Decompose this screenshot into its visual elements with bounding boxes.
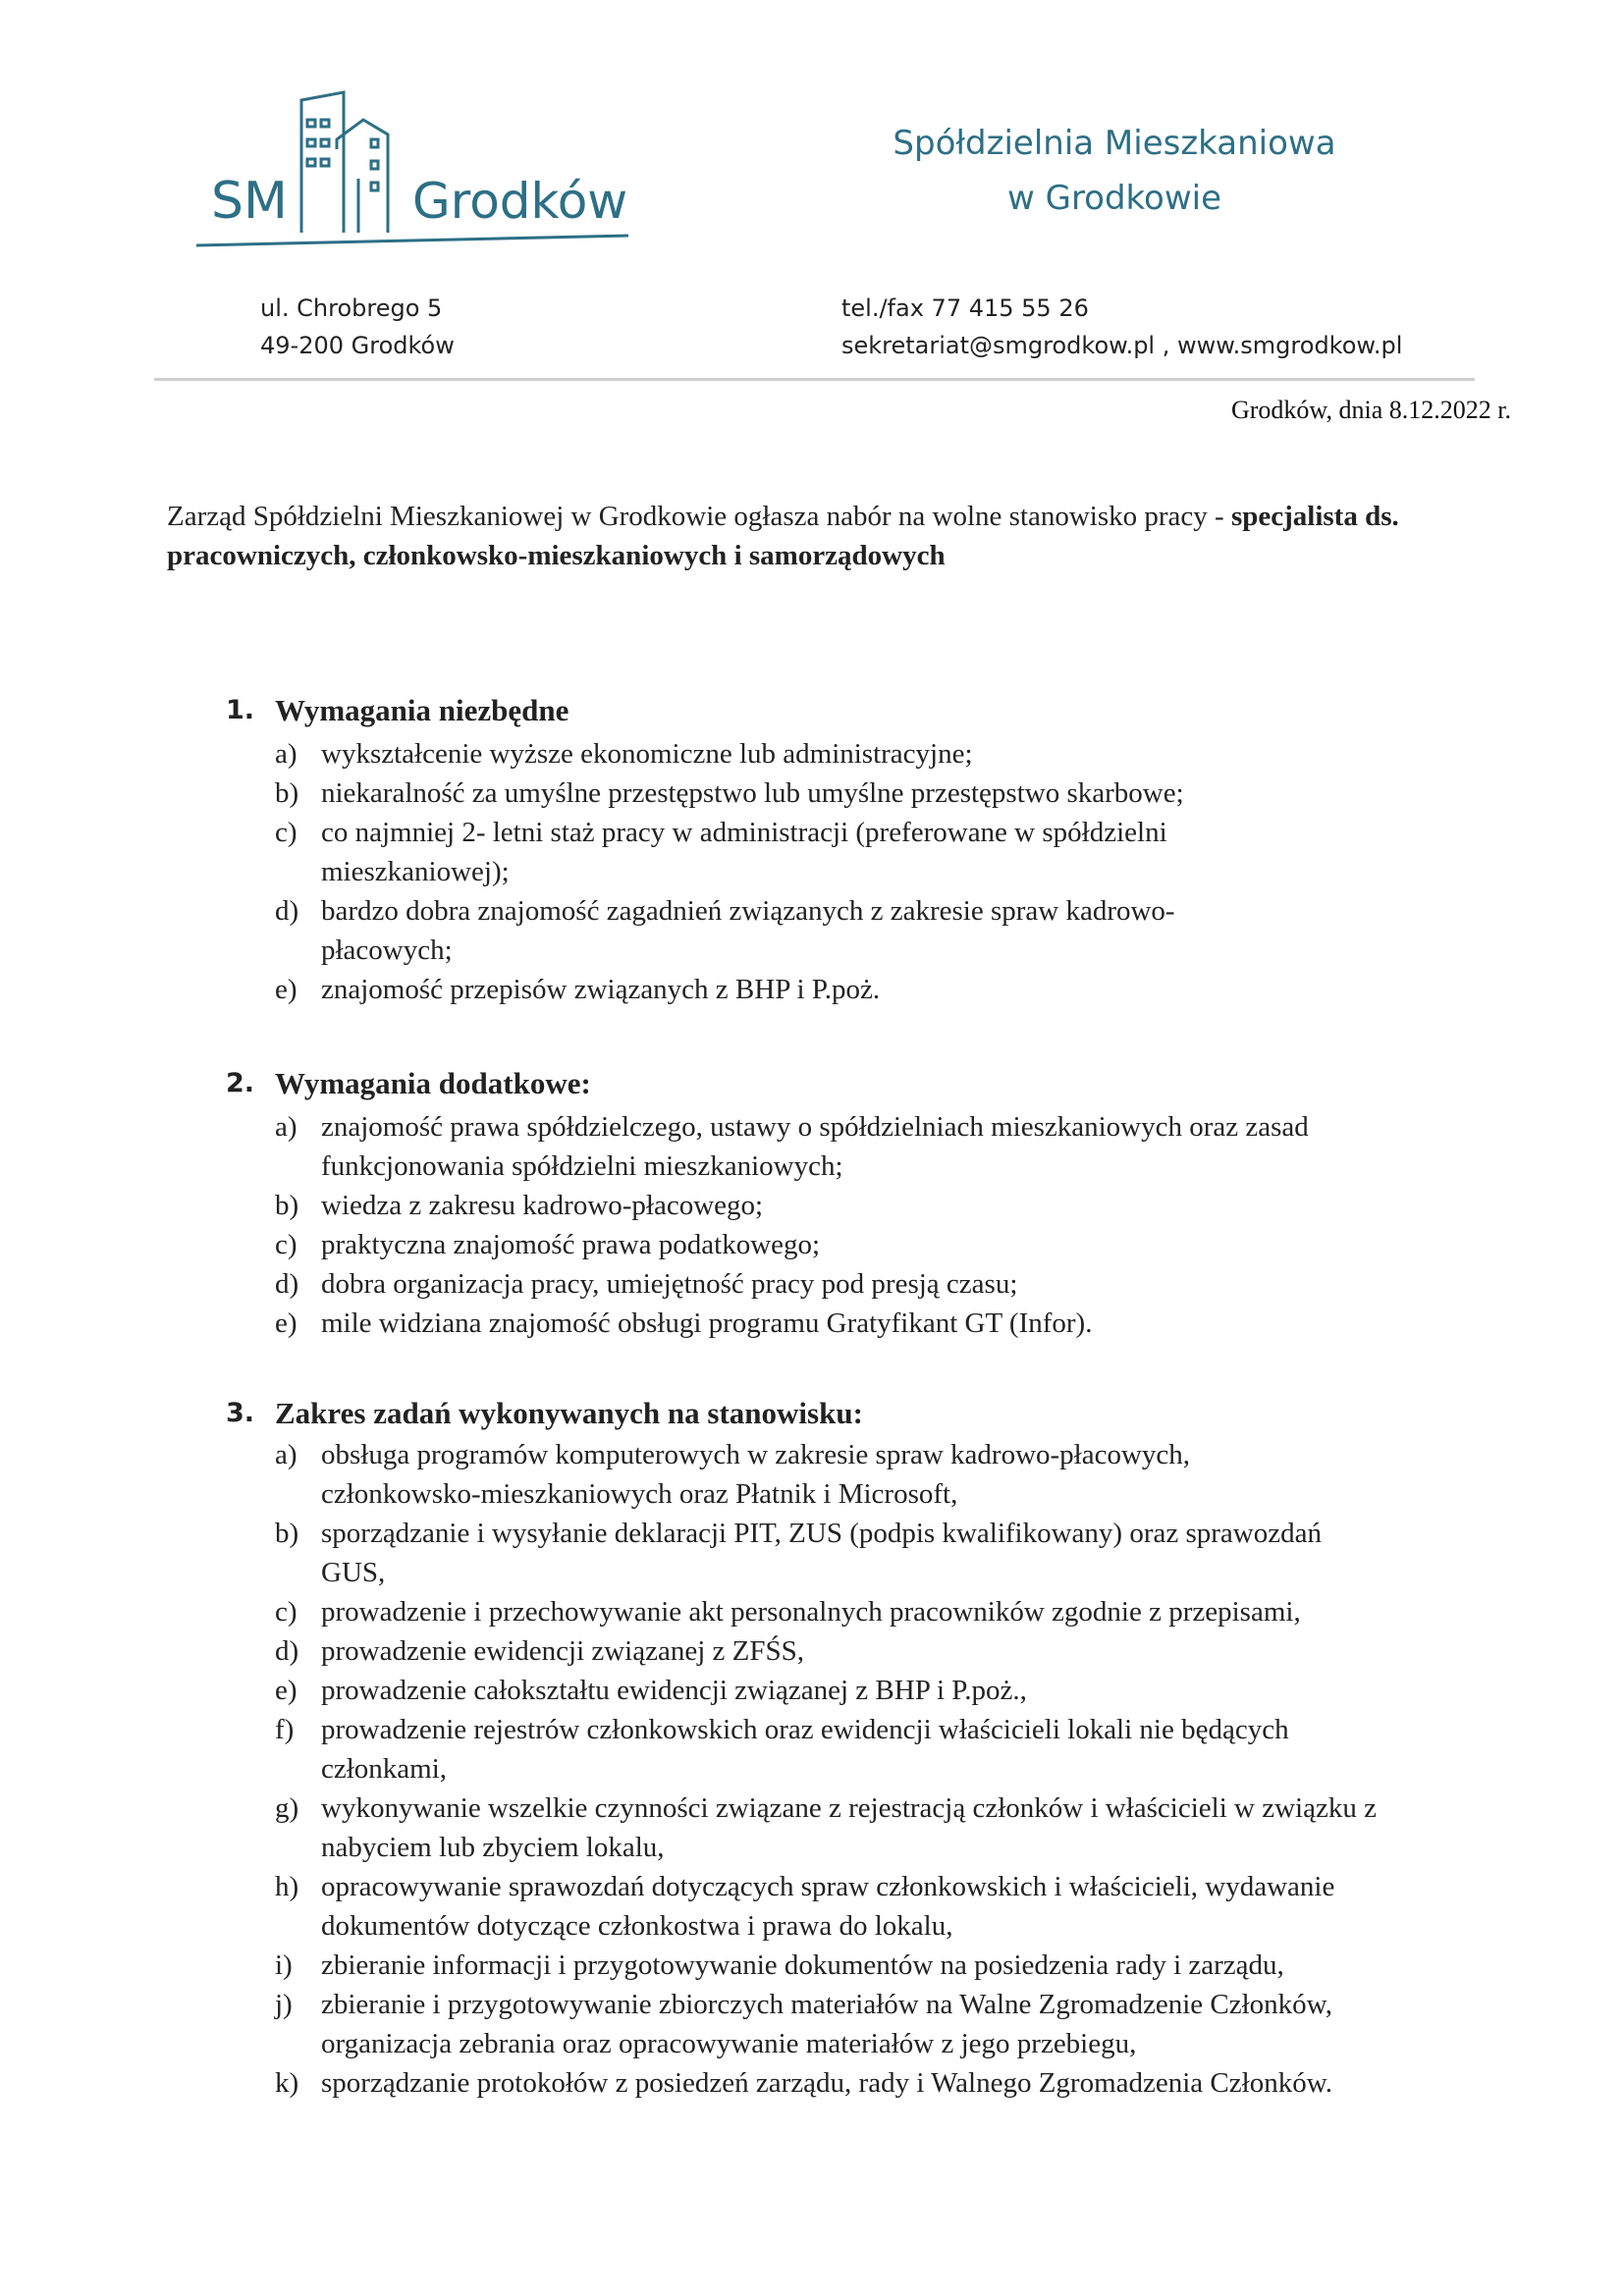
item-letter: e) — [275, 1308, 298, 1339]
list-item — [226, 1264, 1502, 1304]
organization-name — [830, 116, 1399, 226]
item-letter: a) — [275, 1439, 298, 1470]
list-item — [226, 774, 1502, 813]
list-item — [226, 734, 1502, 774]
address-street: ul. Chrobrego 5 — [260, 294, 443, 322]
contact-block — [841, 290, 1402, 364]
logo-text-grodkow: Grodków — [412, 173, 628, 230]
item-letter: b) — [275, 1518, 299, 1549]
address-city: 49-200 Grodków — [260, 332, 455, 359]
list-item — [226, 970, 1502, 1009]
list-item — [226, 1789, 1502, 1867]
item-text: dobra organizacja pracy, umiejętność pracy pod presją czasu; — [321, 1268, 1018, 1300]
list-item — [226, 1867, 1502, 1946]
item-letter: b) — [275, 777, 299, 809]
list-item — [226, 813, 1502, 891]
section-job-duties — [226, 1392, 1502, 2103]
item-letter: f) — [275, 1714, 295, 1745]
section-title: Zakres zadań wykonywanych na stanowisku: — [275, 1396, 863, 1430]
item-text: prowadzenie ewidencji związanej z ZFŚS, — [321, 1635, 805, 1667]
item-letter: d) — [275, 1268, 299, 1300]
section-number: 1. — [226, 695, 255, 725]
announcement-intro — [167, 497, 1512, 575]
item-text: prowadzenie rejestrów członkowskich oraz ewidencji właścicieli lokali nie będących członkami, — [321, 1714, 1289, 1785]
item-text: zbieranie i przygotowywanie zbiorczych materiałów na Walne Zgromadzenie Członków, organizacja zebrania oraz opracowywanie materiałów z jego przebiegu, — [321, 1989, 1332, 2059]
item-text: obsługa programów komputerowych w zakresie spraw kadrowo-płacowych, członkowsko-mieszkaniowych oraz Płatnik i Microsoft, — [321, 1439, 1191, 1510]
item-letter: g) — [275, 1792, 299, 1824]
list-item — [226, 1946, 1502, 1985]
item-letter: b) — [275, 1190, 299, 1221]
list-item — [226, 1435, 1502, 1514]
item-text: bardzo dobra znajomość zagadnień związanych z zakresie spraw kadrowo-płacowych; — [321, 895, 1175, 966]
item-text: sporządzanie i wysyłanie deklaracji PIT, ZUS (podpis kwalifikowany) oraz sprawozdań GUS, — [321, 1518, 1322, 1588]
list-item — [226, 1514, 1502, 1592]
item-text: prowadzenie całokształtu ewidencji związanej z BHP i P.poż., — [321, 1675, 1027, 1706]
item-letter: a) — [275, 1111, 298, 1143]
item-letter: k) — [275, 2067, 299, 2099]
phone-fax: tel./fax 77 415 55 26 — [841, 294, 1089, 322]
item-text: wykształcenie wyższe ekonomiczne lub administracyjne; — [321, 738, 973, 770]
item-letter: c) — [275, 1596, 298, 1628]
list-item — [226, 1107, 1502, 1186]
address-block — [260, 290, 455, 364]
logo-text-sm: SM — [211, 172, 288, 231]
sm-grodkow-logo — [191, 80, 643, 252]
header-divider — [154, 378, 1475, 381]
document-date: Grodków, dnia 8.12.2022 r. — [1230, 396, 1511, 424]
list-item — [226, 2063, 1502, 2103]
item-letter: e) — [275, 974, 298, 1005]
item-letter: d) — [275, 895, 299, 927]
position-title: specjalista ds. pracowniczych, członkowsko-mieszkaniowych i samorządowych — [167, 501, 1399, 571]
section-additional-requirements — [226, 1062, 1502, 1343]
org-name-line2: w Grodkowie — [1006, 179, 1222, 218]
email-website: sekretariat@smgrodkow.pl , www.smgrodkow.pl — [841, 332, 1403, 359]
list-item — [226, 1985, 1502, 2063]
item-letter: a) — [275, 738, 298, 770]
list-item — [226, 1186, 1502, 1225]
section-title: Wymagania dodatkowe: — [275, 1066, 591, 1100]
org-name-line1: Spółdzielnia Mieszkaniowa — [893, 124, 1336, 163]
item-text: opracowywanie sprawozdań dotyczących spraw członkowskich i właścicieli, wydawanie dokumentów dotyczące członkostwa i prawa do lokalu, — [321, 1871, 1335, 1942]
item-letter: d) — [275, 1635, 299, 1667]
list-item — [226, 1671, 1502, 1710]
section-title: Wymagania niezbędne — [275, 693, 569, 727]
item-letter: c) — [275, 817, 298, 848]
list-item — [226, 1710, 1502, 1789]
section-heading — [226, 1062, 1502, 1105]
item-text: prowadzenie i przechowywanie akt personalnych pracowników zgodnie z przepisami, — [321, 1596, 1301, 1628]
item-text: zbieranie informacji i przygotowywanie dokumentów na posiedzenia rady i zarządu, — [321, 1949, 1284, 1981]
item-text: wiedza z zakresu kadrowo-płacowego; — [321, 1190, 764, 1221]
item-text: znajomość przepisów związanych z BHP i P.poż. — [321, 974, 881, 1005]
item-text: praktyczna znajomość prawa podatkowego; — [321, 1229, 821, 1260]
section-heading — [226, 1392, 1502, 1435]
section-heading — [226, 689, 1502, 732]
list-item — [226, 1631, 1502, 1671]
item-letter: h) — [275, 1871, 299, 1902]
item-letter: i) — [275, 1949, 293, 1981]
section-number: 2. — [226, 1068, 255, 1098]
item-text: wykonywanie wszelkie czynności związane z rejestracją członków i właścicieli w związku z nabyciem lub zbyciem lokalu, — [321, 1792, 1377, 1863]
item-text: sporządzanie protokołów z posiedzeń zarządu, rady i Walnego Zgromadzenia Członków. — [321, 2067, 1333, 2099]
item-text: mile widziana znajomość obsługi programu Gratyfikant GT (Infor). — [321, 1308, 1093, 1339]
item-letter: e) — [275, 1675, 298, 1706]
item-letter: j) — [275, 1989, 293, 2020]
list-item — [226, 1592, 1502, 1631]
item-text: co najmniej 2- letni staż pracy w administracji (preferowane w spółdzielni mieszkaniowej); — [321, 817, 1167, 887]
item-text: niekaralność za umyślne przestępstwo lub umyślne przestępstwo skarbowe; — [321, 777, 1184, 809]
list-item — [226, 891, 1502, 970]
item-letter: c) — [275, 1229, 298, 1260]
section-number: 3. — [226, 1398, 255, 1428]
section-requirements — [226, 689, 1502, 1009]
item-text: znajomość prawa spółdzielczego, ustawy o spółdzielniach mieszkaniowych oraz zasad funkcjonowania spółdzielni mieszkaniowych; — [321, 1111, 1309, 1182]
intro-text: Zarząd Spółdzielni Mieszkaniowej w Grodkowie ogłasza nabór na wolne stanowisko pracy - — [167, 501, 1231, 532]
list-item — [226, 1304, 1502, 1343]
list-item — [226, 1225, 1502, 1264]
